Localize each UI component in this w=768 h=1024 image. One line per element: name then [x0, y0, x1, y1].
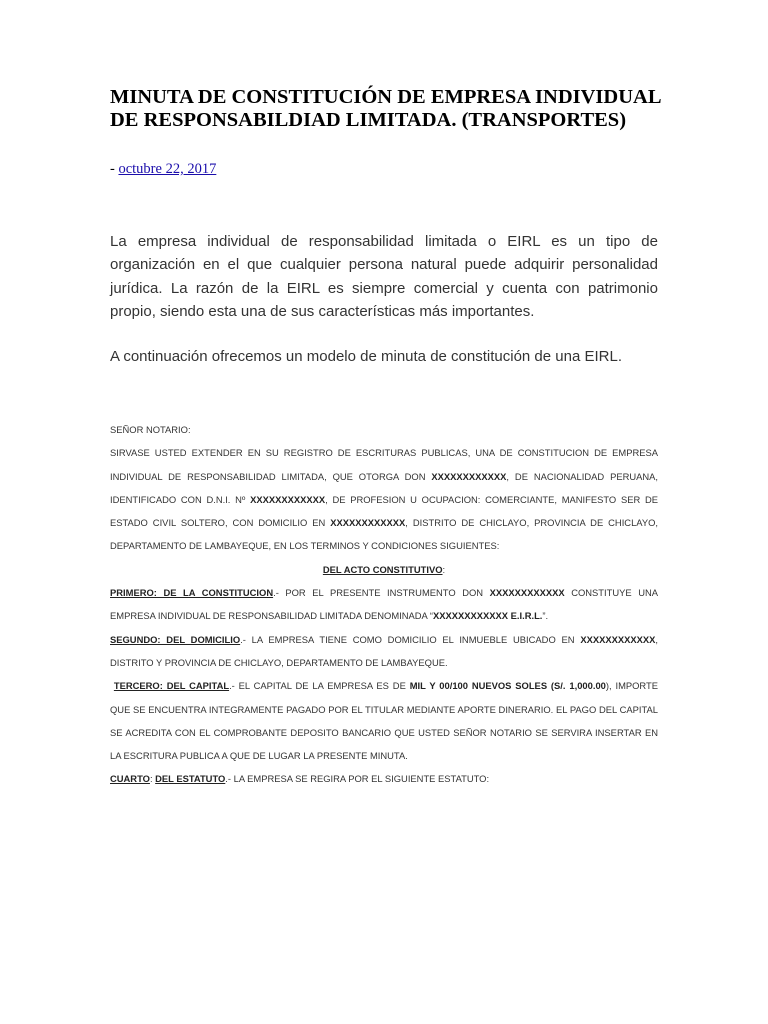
tercero-text-1: .- EL CAPITAL DE LA EMPRESA ES DE	[229, 680, 410, 692]
tercero-amount: MIL Y 00/100 NUEVOS SOLES (S/. 1,000.00	[409, 680, 606, 692]
tercero-label: TERCERO: DEL CAPITAL	[113, 680, 230, 692]
post-date-link[interactable]: octubre 22, 2017	[118, 161, 217, 177]
opening-text-2: , DE NACIONALIDAD PERUANA, IDENTIFICADO CON D.N.I. Nº	[110, 470, 658, 505]
domicilio-placeholder: XXXXXXXXXXXX	[330, 517, 406, 529]
segundo-label: SEGUNDO: DEL DOMICILIO	[110, 633, 241, 645]
clause-segundo	[110, 628, 658, 675]
primero-text-1: .- POR EL PRESENTE INSTRUMENTO DON	[273, 587, 490, 599]
section-heading-colon: :	[442, 563, 446, 575]
dni-placeholder: XXXXXXXXXXXX	[250, 493, 326, 505]
salutation: SEÑOR NOTARIO:	[110, 424, 191, 435]
post-date-line	[110, 161, 216, 178]
clause-tercero	[110, 674, 658, 767]
cuarto-sub: DEL ESTATUTO	[155, 773, 226, 785]
tercero-text-2: ), IMPORTE QUE SE ENCUENTRA INTEGRAMENTE PAGADO POR EL TITULAR MEDIANTE APORTE DINERARIO. EL PAGO DEL CAPITAL SE ACREDITA CON EL COMPROBANTE DEPOSITO BANCARIO QUE USTED SEÑOR NOTARIO SE SERVIRA INSERTAR EN LA ESCRITURA PUBLICA A QUE DE LUGAR LA PRESENTE MINUTA.	[110, 680, 659, 762]
segundo-text-2: , DISTRITO Y PROVINCIA DE CHICLAYO, DEPARTAMENTO DE LAMBAYEQUE.	[110, 633, 658, 668]
segundo-text-1: .- LA EMPRESA TIENE COMO DOMICILIO EL INMUEBLE UBICADO EN	[240, 633, 581, 645]
opening-paragraph	[110, 441, 658, 557]
primero-text-2: CONSTITUYE UNA EMPRESA INDIVIDUAL DE RESPONSABILIDAD LIMITADA DENOMINADA “	[110, 587, 658, 622]
section-heading-text: DEL ACTO CONSTITUTIVO	[322, 563, 443, 575]
primero-label: PRIMERO: DE LA CONSTITUCION	[110, 587, 274, 599]
primero-company: XXXXXXXXXXXX E.I.R.L.	[433, 610, 543, 622]
opening-text-1: SIRVASE USTED EXTENDER EN SU REGISTRO DE ESCRITURAS PUBLICAS, UNA DE CONSTITUCION DE EMPRESA INDIVIDUAL DE RESPONSABILIDAD LIMITADA, QUE OTORGA DON	[110, 447, 658, 482]
primero-placeholder: XXXXXXXXXXXX	[489, 587, 565, 599]
cuarto-text: .- LA EMPRESA SE REGIRA POR EL SIGUIENTE ESTATUTO:	[225, 773, 490, 785]
name-placeholder: XXXXXXXXXXXX	[431, 470, 507, 482]
segundo-placeholder: XXXXXXXXXXXX	[580, 633, 656, 645]
clause-primero	[110, 581, 658, 628]
opening-text-4: , DISTRITO DE CHICLAYO, PROVINCIA DE CHICLAYO, DEPARTAMENTO DE LAMBAYEQUE, EN LOS TERMINOS Y CONDICIONES SIGUIENTES:	[110, 517, 658, 552]
cuarto-colon: :	[149, 773, 156, 785]
section-heading	[110, 558, 658, 581]
clause-cuarto	[110, 767, 658, 790]
cuarto-label: CUARTO	[110, 773, 150, 785]
intro-paragraph-2: A continuación ofrecemos un modelo de minuta de constitución de una EIRL.	[110, 348, 622, 365]
intro-paragraph-1: La empresa individual de responsabilidad limitada o EIRL es un tipo de organización en el que cualquier persona natural puede adquirir personalidad jurídica. La razón de la EIRL es siempre comercial y cuenta con patrimonio propio, siendo esta una de sus características más importantes.	[110, 233, 658, 320]
minuta-body	[110, 418, 658, 791]
document-title: MINUTA DE CONSTITUCIÓN DE EMPRESA INDIVIDUAL DE RESPONSABILDIAD LIMITADA. (TRANSPORTES)	[110, 86, 661, 131]
primero-text-3: ”.	[542, 610, 549, 622]
opening-text-3: , DE PROFESION U OCUPACION: COMERCIANTE, MANIFESTO SER DE ESTADO CIVIL SOLTERO, CON DOMICILIO EN	[110, 493, 658, 529]
date-prefix: -	[110, 161, 119, 177]
